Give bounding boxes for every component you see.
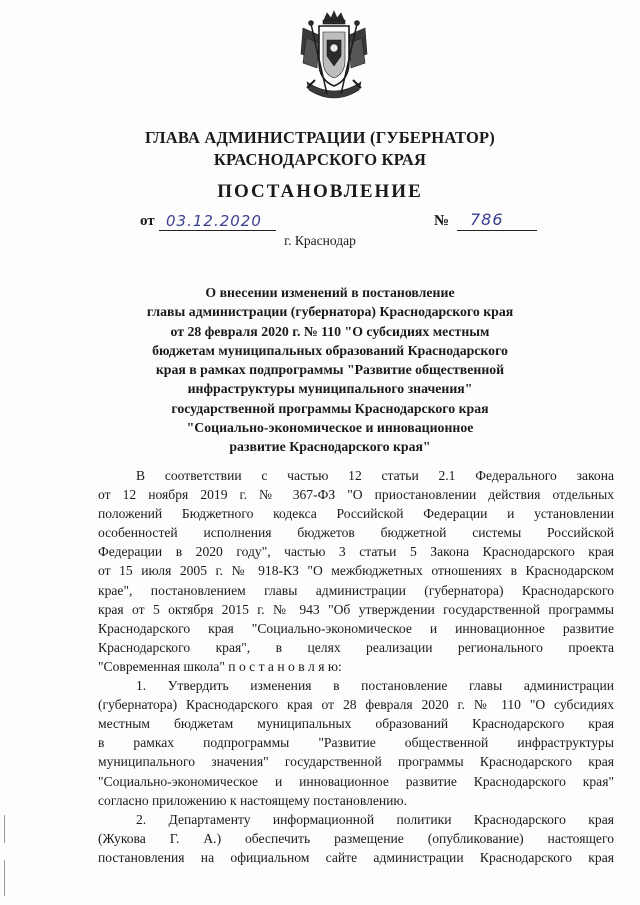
- body-line: особенностей исполнения бюджетов бюджетной системы Российской: [98, 525, 614, 541]
- body-line: постановления на официальном сайте администрации Краснодарского края: [98, 849, 614, 865]
- scan-margin-mark: [4, 815, 5, 843]
- body-line: крае", постановлением главы администрации (губернатора) Краснодарского: [98, 582, 614, 598]
- body-line: Краснодарского края "Социально-экономическое и инновационное развитие: [98, 620, 614, 636]
- body-line: "Социально-экономическое и инновационное развитие Краснодарского края": [98, 773, 614, 789]
- body-line: края от 5 октября 2015 г. № 943 "Об утверждении государственной программы: [98, 601, 614, 617]
- body-line: (губернатора) Краснодарского края от 28 февраля 2020 г. № 110 "О субсидиях: [98, 697, 614, 713]
- body-line: 1. Утвердить изменения в постановление главы администрации: [136, 678, 614, 694]
- document-body: [98, 466, 614, 867]
- body-line: положений Бюджетного кодекса Российской Федерации и установлении: [98, 506, 614, 522]
- number-underline: [457, 230, 537, 231]
- city-name: г. Краснодар: [284, 233, 356, 248]
- number-label: №: [434, 213, 450, 229]
- body-line: местным бюджетам муниципальных образований Краснодарского края: [98, 716, 614, 732]
- body-line: муниципального значения" государственной программы Краснодарского края: [98, 754, 614, 770]
- body-line: от 15 июля 2005 г. № 918-КЗ "О межбюджетных отношениях в Краснодарском: [98, 563, 614, 579]
- body-line: в рамках подпрограммы "Развитие общественной инфраструктуры: [98, 735, 614, 751]
- date-underline: [159, 230, 276, 231]
- number-handwritten: 786: [470, 210, 504, 229]
- date-label: от: [140, 213, 155, 229]
- title-line: главы администрации (губернатора) Краснодарского края: [146, 304, 514, 320]
- body-line: "Современная школа" п о с т а н о в л я ю:: [98, 658, 342, 674]
- title-line: развитие Краснодарского края": [229, 439, 431, 455]
- body-line: от 12 ноября 2019 г. № 367-ФЗ "О приостановлении действия отдельных: [98, 487, 614, 503]
- document-title: [120, 283, 540, 457]
- body-line: Краснодарского края", в целях реализации регионального проекта: [98, 639, 614, 655]
- authority-line: ГЛАВА АДМИНИСТРАЦИИ (ГУБЕРНАТОР): [145, 128, 495, 147]
- body-line: согласно приложению к настоящему постановлению.: [98, 792, 407, 808]
- body-line: В соответствии с частью 12 статьи 2.1 Федерального закона: [136, 468, 614, 483]
- title-line: государственной программы Краснодарского края: [171, 400, 489, 416]
- title-line: инфраструктуры муниципального значения": [187, 381, 473, 397]
- body-line: Федерации в 2020 году", частью 3 статьи 5 Закона Краснодарского края: [98, 544, 614, 560]
- scan-margin-mark: [4, 860, 5, 896]
- body-line: (Жукова Г. А.) обеспечить размещение (опубликование) настоящего: [98, 830, 614, 846]
- issuing-authority: [0, 127, 640, 171]
- authority-line: КРАСНОДАРСКОГО КРАЯ: [213, 150, 427, 169]
- title-line: "Социально-экономическое и инновационное: [186, 420, 474, 436]
- title-line: О внесении изменений в постановление: [205, 285, 455, 300]
- title-line: бюджетам муниципальных образований Краснодарского: [152, 342, 508, 358]
- title-line: края в рамках подпрограммы "Развитие общественной: [155, 362, 505, 378]
- title-line: от 28 февраля 2020 г. № 110 "О субсидиях местным: [170, 323, 490, 339]
- date-handwritten: 03.12.2020: [166, 212, 262, 230]
- coat-of-arms-icon: [297, 10, 371, 104]
- document-type: ПОСТАНОВЛЕНИЕ: [217, 181, 423, 202]
- body-line: 2. Департаменту информационной политики Краснодарского края: [136, 811, 614, 827]
